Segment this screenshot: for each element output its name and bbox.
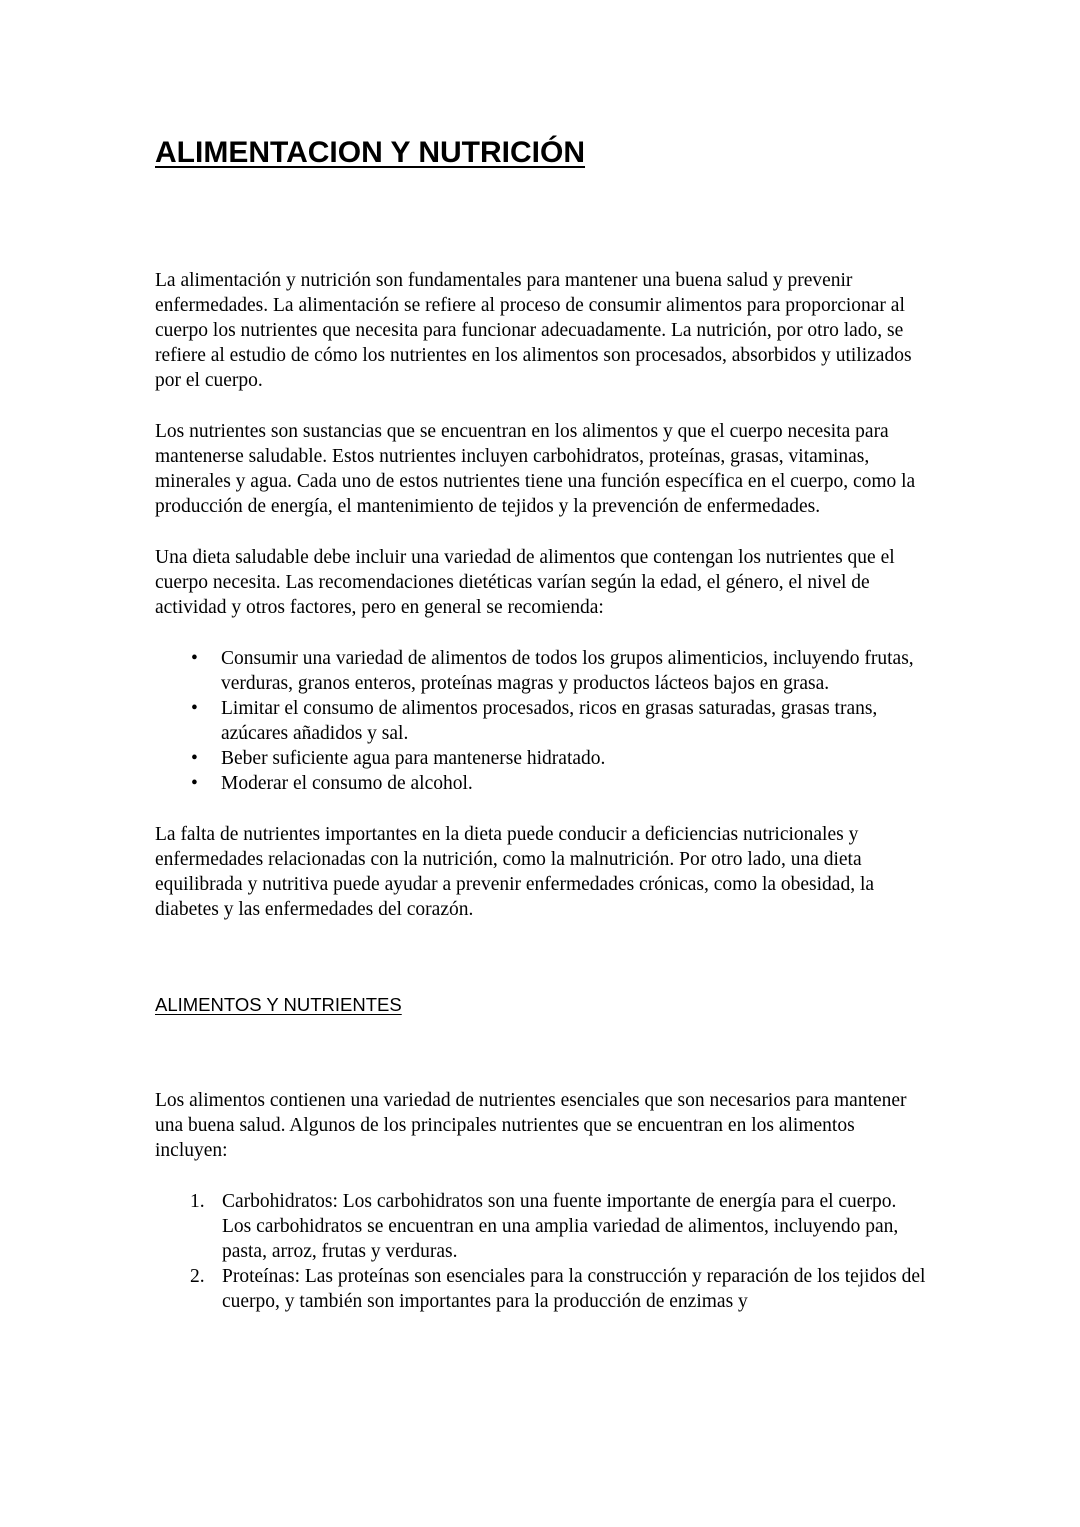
- list-item-text: Moderar el consumo de alcohol.: [221, 773, 473, 794]
- intro-paragraph-3: Una dieta saludable debe incluir una variedad de alimentos que contengan los nutrientes que el cuerpo necesita. Las recomendaciones dietéticas varían según la edad, el género, el nivel de actividad y otros factores, pero en general se recomienda:: [155, 547, 895, 618]
- intro-paragraph-1: La alimentación y nutrición son fundamentales para mantener una buena salud y prevenir enfermedades. La alimentación se refiere al proceso de consumir alimentos para proporcionar al cuerpo los nutrientes que necesita para funcionar adecuadamente. La nutrición, por otro lado, se refiere al estudio de cómo los nutrientes en los alimentos son procesados, absorbidos y utilizados por el cuerpo.: [155, 270, 912, 391]
- section-heading: ALIMENTOS Y NUTRIENTES: [155, 994, 402, 1015]
- list-item: [191, 771, 930, 796]
- list-item-text: Limitar el consumo de alimentos procesados, ricos en grasas saturadas, grasas trans, azúcares añadidos y sal.: [221, 698, 878, 744]
- list-item-text: Proteínas: Las proteínas son esenciales para la construcción y reparación de los tejidos del cuerpo, y también son importantes para la producción de enzimas y: [222, 1266, 926, 1312]
- list-item-text: Beber suficiente agua para mantenerse hidratado.: [221, 748, 606, 769]
- bullet-icon: •: [191, 748, 198, 769]
- nutrients-numbered-list: [155, 1189, 930, 1314]
- list-item: [191, 696, 930, 746]
- closing-paragraph: La falta de nutrientes importantes en la dieta puede conducir a deficiencias nutricionales y enfermedades relacionadas con la nutrición, como la malnutrición. Por otro lado, una dieta equilibrada y nutritiva puede ayudar a prevenir enfermedades crónicas, como la obesidad, la diabetes y las enfermedades del corazón.: [155, 824, 875, 920]
- bullet-icon: •: [191, 648, 198, 669]
- list-item: [205, 1264, 930, 1314]
- list-item-text: Carbohidratos: Los carbohidratos son una fuente importante de energía para el cuerpo. Los carbohidratos se encuentran en una amplia variedad de alimentos, incluyendo pan, pasta, arroz, frutas y verduras.: [222, 1191, 899, 1262]
- intro-paragraph-2: Los nutrientes son sustancias que se encuentran en los alimentos y que el cuerpo necesita para mantenerse saludable. Estos nutrientes incluyen carbohidratos, proteínas, grasas, vitaminas, minerales y agua. Cada uno de estos nutrientes tiene una función específica en el cuerpo, como la producción de energía, el mantenimiento de tejidos y la prevención de enfermedades.: [155, 421, 916, 517]
- list-item: [191, 746, 930, 771]
- recommendations-bullet-list: [155, 646, 930, 796]
- list-item-text: Consumir una variedad de alimentos de todos los grupos alimenticios, incluyendo frutas, verduras, granos enteros, proteínas magras y productos lácteos bajos en grasa.: [221, 648, 914, 694]
- section-intro-paragraph: Los alimentos contienen una variedad de nutrientes esenciales que son necesarios para mantener una buena salud. Algunos de los principales nutrientes que se encuentran en los alimentos incluyen:: [155, 1090, 907, 1161]
- list-item: [205, 1189, 930, 1264]
- bullet-icon: •: [191, 773, 198, 794]
- list-item: [191, 646, 930, 696]
- bullet-icon: •: [191, 698, 198, 719]
- document-title: ALIMENTACION Y NUTRICIÓN: [155, 136, 586, 169]
